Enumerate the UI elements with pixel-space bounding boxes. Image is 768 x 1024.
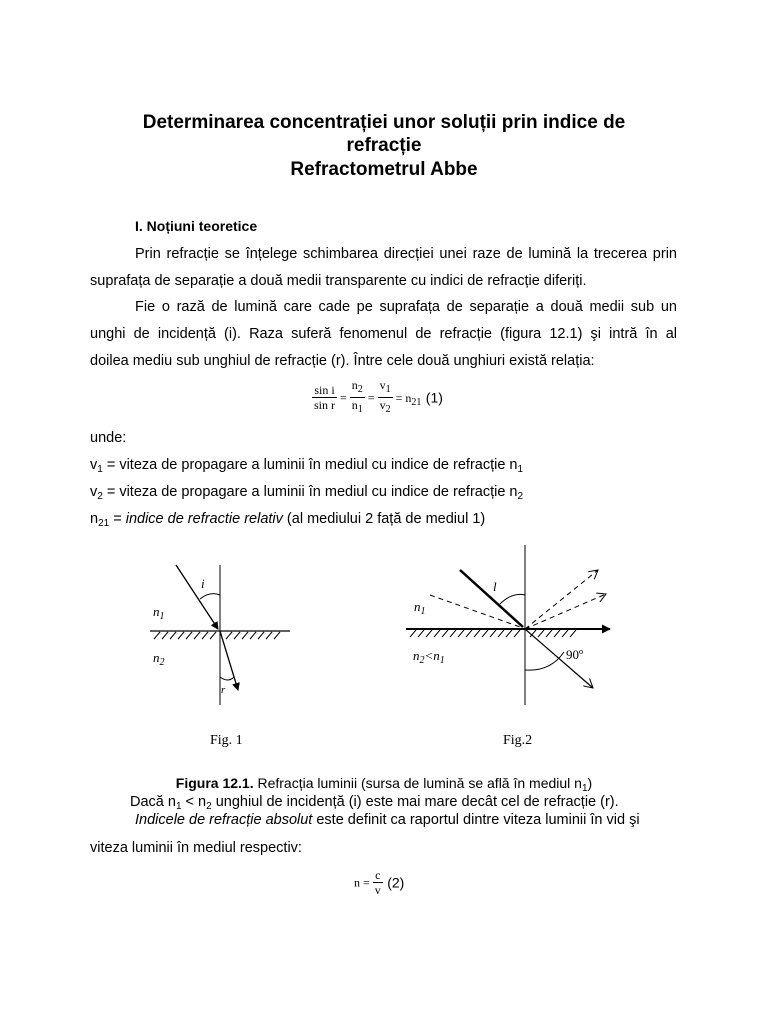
fig1-label-n2: $n_2$ [153, 650, 165, 668]
fig1-caption: Fig. 1 [210, 733, 243, 748]
fig2-label-l: l [493, 579, 497, 594]
figure-caption: Figura 12.1. Refracția luminii (sursa de lumină se află în mediul $n_1$) [175, 775, 593, 794]
page-subtitle: Refractometrul Abbe [290, 159, 478, 180]
fig2-label-90: 90º [566, 647, 584, 662]
para2-line1: Fie o rază de lumină care cade pe suprafața de separație a două medii sub un [135, 299, 677, 315]
def-v2: $v_2$ = viteza de propagare a luminii în mediul cu indice de refracție $n_2$ [90, 484, 524, 502]
figure-1-diagram [130, 555, 310, 715]
para2-line2: unghi de incidență (i). Raza suferă fenomenul de refracție (figura 12.1) şi intră în al [90, 326, 677, 342]
def-v1: $v_1$ = viteza de propagare a luminii în mediul cu indice de refracție $n_1$ [90, 457, 524, 475]
equation-2-number: (2) [387, 874, 405, 891]
fig2-caption: Fig.2 [503, 733, 533, 748]
fig1-label-r: r [221, 684, 226, 696]
def-n21: $n_{21}$ = indice de refractie relativ (al mediului 2 față de mediul 1) [90, 511, 486, 529]
para2-line3: doilea mediu sub unghiul de refracție (r). Între cele două unghiuri există relația: [90, 353, 595, 369]
fig1-label-i: i [201, 576, 205, 591]
para4-line1: Indicele de refracție absolut este definit ca raportul dintre viteza luminii în vid şi [135, 812, 640, 828]
fig1-label-n1: $n_1$ [153, 604, 165, 622]
figure-2-diagram [400, 540, 620, 710]
section-heading: I. Noțiuni teoretice [135, 218, 258, 234]
fig2-label-n2-lt-n1: $n_2<n_1$ [413, 648, 445, 666]
para1-line1: Prin refracție se înțelege schimbarea direcției unei raze de lumină la trecerea prin [135, 246, 677, 262]
para3: Dacă $n_1 < n_2$ unghiul de incidență (i) este mai mare decât cel de refracție (r). [130, 794, 619, 812]
defs-unde: unde: [90, 430, 127, 446]
equation-1: $\frac{\text{sin i}}{\text{sin r}}$ = $\frac{n_2}{n_1}$ = $\frac{v_1}{v_2}$ = $n_{21}$ (1) [314, 378, 443, 415]
equation-1-number: (1) [425, 389, 443, 406]
para1-line2: suprafața de separație a două medii transparente cu indici de refracție diferiți. [90, 273, 587, 289]
fig2-label-n1: $n_1$ [414, 599, 426, 617]
page-title-line-2: refracție [346, 135, 422, 156]
equation-2: n = $\frac{c}{v}$ (2) [354, 868, 405, 897]
page-title-line-1: Determinarea concentrației unor soluții prin indice de [142, 112, 626, 133]
para4-line2: viteza luminii în mediul respectiv: [90, 840, 302, 856]
